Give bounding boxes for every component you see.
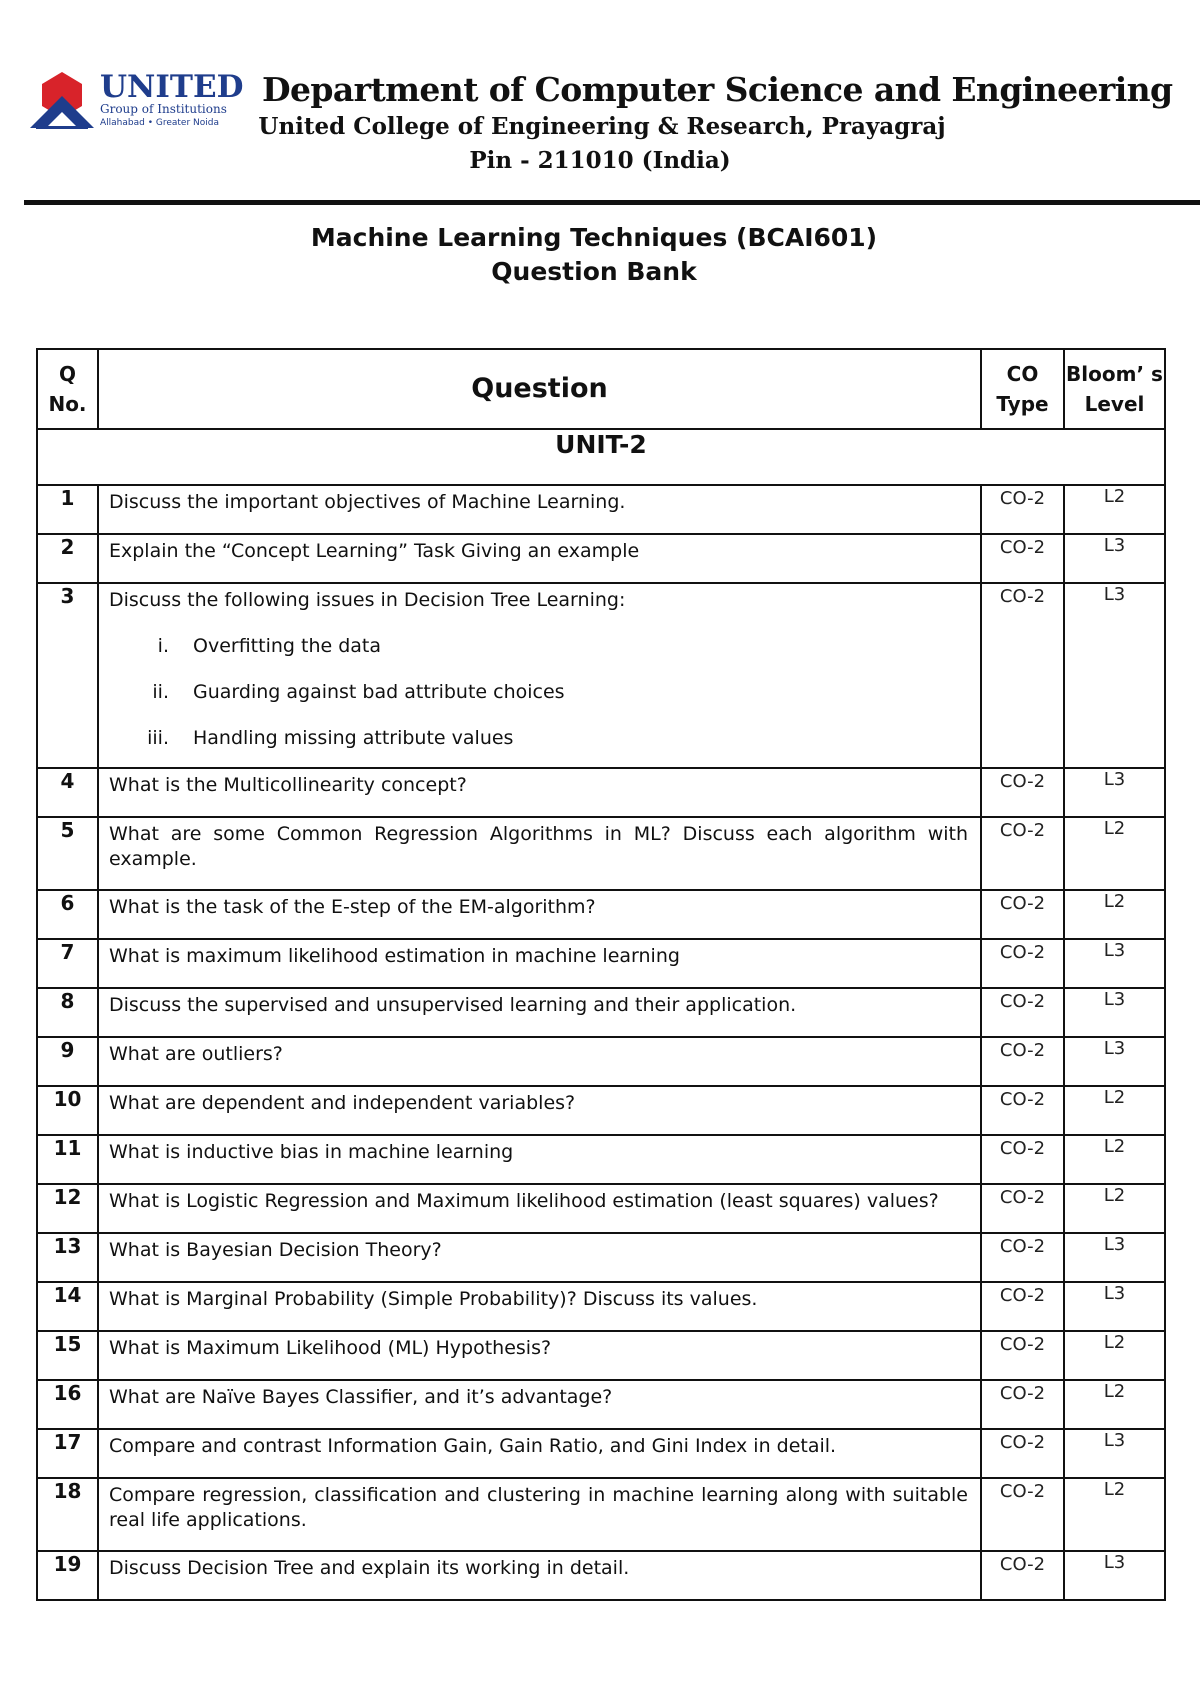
co-type: CO-2 xyxy=(981,1184,1064,1233)
question-text: Discuss Decision Tree and explain its working in detail. xyxy=(109,1557,630,1579)
co-type: CO-2 xyxy=(981,988,1064,1037)
question-cell xyxy=(98,1086,981,1135)
logo-locations: Allahabad • Greater Noida xyxy=(100,118,219,128)
question-subitem xyxy=(109,633,968,659)
table-row xyxy=(37,1551,1165,1600)
co-type: CO-2 xyxy=(981,485,1064,534)
table-row xyxy=(37,890,1165,939)
blooms-level: L2 xyxy=(1064,1135,1165,1184)
question-number: 6 xyxy=(37,890,98,939)
blooms-level: L3 xyxy=(1064,768,1165,817)
question-text: What are some Common Regression Algorithms in ML? Discuss each algorithm with example. xyxy=(109,823,968,870)
question-text: Compare and contrast Information Gain, Gain Ratio, and Gini Index in detail. xyxy=(109,1435,837,1457)
question-subitem xyxy=(109,679,968,705)
question-number: 10 xyxy=(37,1086,98,1135)
department-title: Department of Computer Science and Engineering xyxy=(262,70,1173,109)
logo-emblem-icon xyxy=(28,70,96,130)
subitem-number: i. xyxy=(157,635,169,657)
table-row xyxy=(37,1233,1165,1282)
question-cell xyxy=(98,1551,981,1600)
table-row xyxy=(37,1478,1165,1551)
question-cell xyxy=(98,1380,981,1429)
table-row xyxy=(37,485,1165,534)
question-number: 19 xyxy=(37,1551,98,1600)
question-bank-table xyxy=(36,348,1166,1601)
question-cell xyxy=(98,890,981,939)
header-qno: Q No. xyxy=(37,349,98,429)
table-row xyxy=(37,817,1165,890)
blooms-level: L2 xyxy=(1064,1331,1165,1380)
header-blooms-level: Bloom’ s Level xyxy=(1064,349,1165,429)
co-type: CO-2 xyxy=(981,1037,1064,1086)
question-number: 8 xyxy=(37,988,98,1037)
question-text: What is the Multicollinearity concept? xyxy=(109,774,467,796)
question-cell xyxy=(98,1282,981,1331)
co-type: CO-2 xyxy=(981,534,1064,583)
table-row xyxy=(37,939,1165,988)
question-text: What is Maximum Likelihood (ML) Hypothesis? xyxy=(109,1337,552,1359)
co-type: CO-2 xyxy=(981,1086,1064,1135)
question-cell xyxy=(98,1184,981,1233)
question-cell xyxy=(98,485,981,534)
co-type: CO-2 xyxy=(981,890,1064,939)
header-co-type: CO Type xyxy=(981,349,1064,429)
question-text: Discuss the following issues in Decision Tree Learning: xyxy=(109,589,626,611)
subitem-text: Overfitting the data xyxy=(193,635,382,657)
question-cell xyxy=(98,534,981,583)
co-type: CO-2 xyxy=(981,1331,1064,1380)
table-row xyxy=(37,1429,1165,1478)
co-type: CO-2 xyxy=(981,1429,1064,1478)
question-number: 18 xyxy=(37,1478,98,1551)
question-cell xyxy=(98,988,981,1037)
table-row xyxy=(37,768,1165,817)
table-row xyxy=(37,1184,1165,1233)
blooms-level: L2 xyxy=(1064,1184,1165,1233)
question-text: Discuss the supervised and unsupervised learning and their application. xyxy=(109,994,797,1016)
question-cell xyxy=(98,1037,981,1086)
question-text: What is maximum likelihood estimation in machine learning xyxy=(109,945,680,967)
question-cell xyxy=(98,939,981,988)
question-subitem xyxy=(109,725,968,751)
unit-label: UNIT-2 xyxy=(37,429,1165,485)
college-name: United College of Engineering & Research, Prayagraj xyxy=(258,113,946,140)
question-text: What is Logistic Regression and Maximum likelihood estimation (least squares) values? xyxy=(109,1190,939,1212)
question-number: 14 xyxy=(37,1282,98,1331)
blooms-level: L3 xyxy=(1064,1282,1165,1331)
question-text: What are outliers? xyxy=(109,1043,283,1065)
question-number: 16 xyxy=(37,1380,98,1429)
question-text: What is Bayesian Decision Theory? xyxy=(109,1239,442,1261)
question-cell xyxy=(98,583,981,768)
question-cell xyxy=(98,1331,981,1380)
blooms-level: L3 xyxy=(1064,1429,1165,1478)
blooms-level: L2 xyxy=(1064,485,1165,534)
question-number: 1 xyxy=(37,485,98,534)
question-number: 9 xyxy=(37,1037,98,1086)
header-question: Question xyxy=(98,349,981,429)
table-row xyxy=(37,1135,1165,1184)
question-number: 4 xyxy=(37,768,98,817)
blooms-level: L3 xyxy=(1064,939,1165,988)
header-divider xyxy=(24,200,1200,205)
question-text: What is inductive bias in machine learning xyxy=(109,1141,514,1163)
table-row xyxy=(37,1282,1165,1331)
question-cell xyxy=(98,1233,981,1282)
logo-wordmark: UNITED xyxy=(100,69,244,105)
table-row xyxy=(37,583,1165,768)
question-text: What is Marginal Probability (Simple Probability)? Discuss its values. xyxy=(109,1288,758,1310)
question-text: Compare regression, classification and clustering in machine learning along with suitable real life applications. xyxy=(109,1484,968,1531)
blooms-level: L2 xyxy=(1064,1086,1165,1135)
co-type: CO-2 xyxy=(981,1478,1064,1551)
question-number: 7 xyxy=(37,939,98,988)
subitem-text: Guarding against bad attribute choices xyxy=(193,681,565,703)
pin-code: Pin - 211010 (India) xyxy=(469,147,731,174)
table-header-row xyxy=(37,349,1165,429)
blooms-level: L3 xyxy=(1064,1551,1165,1600)
logo-subtitle: Group of Institutions xyxy=(100,102,227,116)
table-row xyxy=(37,1086,1165,1135)
co-type: CO-2 xyxy=(981,1380,1064,1429)
co-type: CO-2 xyxy=(981,1551,1064,1600)
question-number: 5 xyxy=(37,817,98,890)
question-text: What is the task of the E-step of the EM-algorithm? xyxy=(109,896,596,918)
blooms-level: L2 xyxy=(1064,817,1165,890)
document-subtitle: Question Bank xyxy=(491,257,697,286)
question-cell xyxy=(98,1135,981,1184)
table-row xyxy=(37,1331,1165,1380)
question-text: Discuss the important objectives of Machine Learning. xyxy=(109,491,626,513)
blooms-level: L3 xyxy=(1064,534,1165,583)
question-number: 3 xyxy=(37,583,98,768)
co-type: CO-2 xyxy=(981,1282,1064,1331)
blooms-level: L2 xyxy=(1064,1478,1165,1551)
question-text: What are dependent and independent variables? xyxy=(109,1092,576,1114)
table-row xyxy=(37,1380,1165,1429)
blooms-level: L2 xyxy=(1064,1380,1165,1429)
question-number: 15 xyxy=(37,1331,98,1380)
co-type: CO-2 xyxy=(981,768,1064,817)
blooms-level: L3 xyxy=(1064,1233,1165,1282)
question-cell xyxy=(98,817,981,890)
blooms-level: L2 xyxy=(1064,890,1165,939)
question-number: 17 xyxy=(37,1429,98,1478)
blooms-level: L3 xyxy=(1064,988,1165,1037)
question-cell xyxy=(98,1478,981,1551)
question-number: 11 xyxy=(37,1135,98,1184)
question-cell xyxy=(98,1429,981,1478)
subitem-number: iii. xyxy=(147,727,169,749)
unit-row xyxy=(37,429,1165,485)
co-type: CO-2 xyxy=(981,939,1064,988)
subitem-number: ii. xyxy=(152,681,169,703)
question-number: 12 xyxy=(37,1184,98,1233)
blooms-level: L3 xyxy=(1064,1037,1165,1086)
co-type: CO-2 xyxy=(981,817,1064,890)
question-text: What are Naïve Bayes Classifier, and it’s advantage? xyxy=(109,1386,613,1408)
document-title: Machine Learning Techniques (BCAI601) xyxy=(310,223,878,252)
table-row xyxy=(37,1037,1165,1086)
question-text: Explain the “Concept Learning” Task Giving an example xyxy=(109,540,640,562)
question-number: 13 xyxy=(37,1233,98,1282)
question-number: 2 xyxy=(37,534,98,583)
co-type: CO-2 xyxy=(981,1135,1064,1184)
co-type: CO-2 xyxy=(981,1233,1064,1282)
co-type: CO-2 xyxy=(981,583,1064,768)
blooms-level: L3 xyxy=(1064,583,1165,768)
question-cell xyxy=(98,768,981,817)
table-row xyxy=(37,534,1165,583)
subitem-text: Handling missing attribute values xyxy=(193,727,514,749)
table-row xyxy=(37,988,1165,1037)
